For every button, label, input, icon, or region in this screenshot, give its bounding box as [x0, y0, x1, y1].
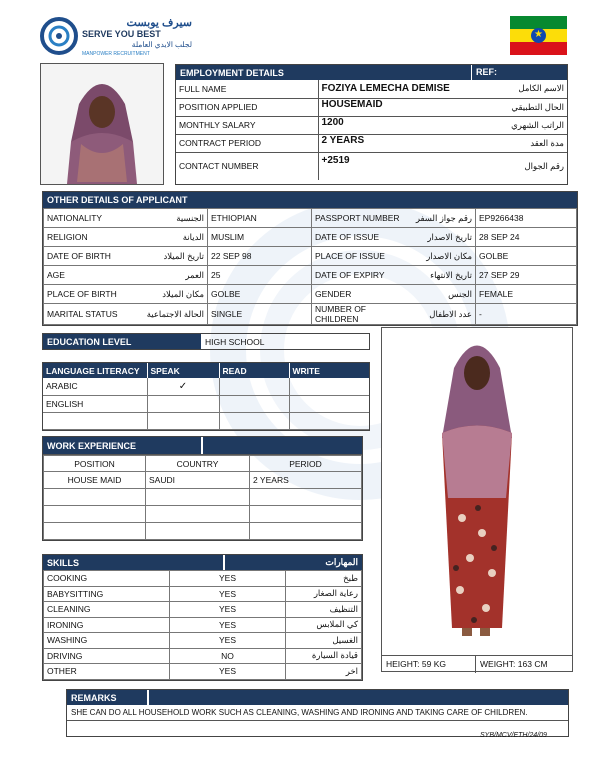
work-row [44, 523, 362, 540]
logo-emblem-icon [40, 16, 78, 56]
height-value: HEIGHT: 59 KG [382, 656, 476, 673]
other-value: GOLBE [476, 247, 577, 266]
work-header: WORK EXPERIENCE [43, 437, 201, 454]
language-row [43, 395, 369, 412]
language-read [219, 395, 289, 412]
skill-name-ar: كي الملابس [286, 617, 362, 633]
ar-position: الحال التطبيقي [478, 98, 567, 116]
value-salary: 1200 [318, 116, 478, 134]
skill-row [44, 586, 362, 602]
applicant-portrait [40, 63, 164, 185]
logo-arabic-sub: لجلب الايدي العاملة [131, 40, 192, 49]
language-write [289, 395, 369, 412]
work-period [250, 489, 362, 506]
remarks-section [66, 689, 569, 737]
ar-salary: الراتب الشهري [478, 116, 567, 134]
skill-name-ar: التنظيف [286, 602, 362, 618]
work-country [146, 523, 250, 540]
label-contact: CONTACT NUMBER [176, 152, 318, 180]
value-contact: +2519 [321, 154, 350, 166]
label-salary: MONTHLY SALARY [176, 116, 318, 134]
other-label-ar: تاريخ الانتهاء [404, 266, 476, 285]
skills-header-ar: المهارات [225, 555, 362, 570]
work-experience-section [42, 436, 363, 541]
employment-details-section [175, 64, 568, 185]
weight-value: WEIGHT: 163 CM [480, 659, 548, 669]
skill-row [44, 648, 362, 664]
skills-header: SKILLS [43, 555, 223, 570]
work-table [43, 455, 362, 540]
other-label: AGE [44, 266, 132, 285]
work-row [44, 506, 362, 523]
other-label-ar: مكان الاصدار [404, 247, 476, 266]
other-details-row [44, 285, 577, 304]
language-table [43, 363, 369, 430]
language-name: ARABIC [43, 378, 147, 395]
work-period [250, 506, 362, 523]
work-row [44, 472, 362, 489]
lang-col-speak: SPEAK [147, 363, 219, 378]
other-label-ar: الجنسية [132, 209, 208, 228]
other-label: PLACE OF ISSUE [312, 247, 404, 266]
skills-section [42, 554, 363, 681]
language-speak [147, 395, 219, 412]
row-position [176, 98, 567, 116]
lang-col-read: READ [219, 363, 289, 378]
language-name [43, 412, 147, 429]
skill-value: YES [170, 586, 286, 602]
other-label-ar: تاريخ الاصدار [404, 228, 476, 247]
other-value: 27 SEP 29 [476, 266, 577, 285]
other-value: FEMALE [476, 285, 577, 304]
logo-name: SERVE YOU BEST [82, 29, 161, 39]
work-country [146, 489, 250, 506]
skill-value: YES [170, 602, 286, 618]
ar-contract: مدة العقد [478, 134, 567, 152]
other-label-ar: عدد الاطفال [404, 304, 476, 325]
skill-row [44, 602, 362, 618]
work-position [44, 489, 146, 506]
other-value: SINGLE [208, 304, 312, 325]
work-position [44, 523, 146, 540]
skill-value: YES [170, 664, 286, 680]
language-read [219, 412, 289, 429]
work-col-position: POSITION [44, 456, 146, 472]
skill-row [44, 617, 362, 633]
work-position [44, 506, 146, 523]
language-write [289, 378, 369, 395]
skill-value: YES [170, 571, 286, 587]
remarks-header: REMARKS [67, 690, 147, 705]
work-country: SAUDI [146, 472, 250, 489]
work-position: HOUSE MAID [44, 472, 146, 489]
other-details-row [44, 304, 577, 325]
skill-name: OTHER [44, 664, 170, 680]
lang-col-write: WRITE [292, 365, 320, 376]
footer-code: SYB/MCV/ETH/24/09 [480, 732, 547, 739]
value-full-name: FOZIYA LEMECHA DEMISE [318, 80, 478, 98]
row-contract [176, 134, 567, 152]
education-label: EDUCATION LEVEL [43, 334, 201, 349]
value-position: HOUSEMAID [318, 98, 478, 116]
value-contract: 2 YEARS [318, 134, 478, 152]
row-full-name [176, 80, 567, 98]
logo-sub: MANPOWER RECRUITMENT [82, 51, 150, 57]
skill-value: NO [170, 648, 286, 664]
skill-name: COOKING [44, 571, 170, 587]
ar-full-name: الاسم الكامل [478, 80, 567, 98]
skill-value: YES [170, 617, 286, 633]
skill-name-ar: اخر [286, 664, 362, 680]
ar-contact: رقم الجوال [524, 160, 564, 171]
other-label-ar: العمر [132, 266, 208, 285]
language-name: ENGLISH [43, 395, 147, 412]
row-contact [176, 152, 567, 180]
work-country [146, 506, 250, 523]
applicant-full-photo [381, 327, 573, 672]
ref-label: REF: [476, 67, 497, 77]
other-label: RELIGION [44, 228, 132, 247]
label-full-name: FULL NAME [176, 80, 318, 98]
other-value: 25 [208, 266, 312, 285]
language-speak: ✓ [147, 378, 219, 395]
work-period [250, 523, 362, 540]
language-speak [147, 412, 219, 429]
other-value: MUSLIM [208, 228, 312, 247]
skill-name-ar: طبخ [286, 571, 362, 587]
lang-col-literacy: LANGUAGE LITERACY [43, 363, 147, 378]
other-label-ar: الديانة [132, 228, 208, 247]
education-section [42, 333, 370, 350]
other-value: 28 SEP 24 [476, 228, 577, 247]
company-logo [40, 16, 190, 60]
language-section [42, 362, 370, 431]
other-value: ETHIOPIAN [208, 209, 312, 228]
other-label-ar: الجنس [404, 285, 476, 304]
language-write [289, 412, 369, 429]
skill-name-ar: رعاية الصغار [286, 586, 362, 602]
skill-name: IRONING [44, 617, 170, 633]
other-label: DATE OF BIRTH [44, 247, 132, 266]
work-row [44, 489, 362, 506]
skill-name: CLEANING [44, 602, 170, 618]
skill-name: BABYSITTING [44, 586, 170, 602]
skill-name-ar: قيادة السيارة [286, 648, 362, 664]
other-value: - [476, 304, 577, 325]
skill-value: YES [170, 633, 286, 649]
other-value: EP9266438 [476, 209, 577, 228]
skill-name: DRIVING [44, 648, 170, 664]
language-row [43, 378, 369, 395]
label-contract: CONTRACT PERIOD [176, 134, 318, 152]
other-details-header: OTHER DETAILS OF APPLICANT [43, 192, 577, 208]
skill-name-ar: الغسيل [286, 633, 362, 649]
other-details-row [44, 266, 577, 285]
remarks-text: SHE CAN DO ALL HOUSEHOLD WORK SUCH AS CLEANING, WASHING AND IRONING AND TAKING CARE OF CHILDREN. [67, 705, 568, 721]
work-period: 2 YEARS [250, 472, 362, 489]
language-read [219, 378, 289, 395]
other-label-ar: تاريخ الميلاد [132, 247, 208, 266]
employment-title: EMPLOYMENT DETAILS [180, 67, 284, 78]
skill-row [44, 633, 362, 649]
education-value: HIGH SCHOOL [205, 337, 265, 347]
other-label-ar: مكان الميلاد [132, 285, 208, 304]
flag-star-icon: ★ [534, 29, 543, 40]
label-position: POSITION APPLIED [176, 98, 318, 116]
other-value: 22 SEP 98 [208, 247, 312, 266]
skill-name: WASHING [44, 633, 170, 649]
other-label: PLACE OF BIRTH [44, 285, 132, 304]
other-label: NATIONALITY [44, 209, 132, 228]
skills-table [43, 570, 362, 680]
other-details-section [42, 191, 578, 326]
other-details-row [44, 209, 577, 228]
work-col-period: PERIOD [250, 456, 362, 472]
ethiopia-flag [510, 16, 567, 55]
other-value: GOLBE [208, 285, 312, 304]
skill-row [44, 571, 362, 587]
body-measurements [382, 655, 572, 673]
row-salary [176, 116, 567, 134]
language-row [43, 412, 369, 429]
logo-arabic: سيرف يوبست [126, 17, 192, 29]
other-label-ar: رقم جواز السفر [404, 209, 476, 228]
other-details-table [43, 208, 577, 325]
other-details-row [44, 228, 577, 247]
skill-row [44, 664, 362, 680]
other-label-ar: الحالة الاجتماعية [132, 304, 208, 325]
work-col-country: COUNTRY [146, 456, 250, 472]
other-label: DATE OF EXPIRY [312, 266, 404, 285]
other-label: PASSPORT NUMBER [312, 209, 404, 228]
other-label: NUMBER OF CHILDREN [312, 304, 404, 325]
other-label: GENDER [312, 285, 404, 304]
other-label: DATE OF ISSUE [312, 228, 404, 247]
other-label: MARITAL STATUS [44, 304, 132, 325]
other-details-row [44, 247, 577, 266]
employment-header [176, 65, 567, 80]
